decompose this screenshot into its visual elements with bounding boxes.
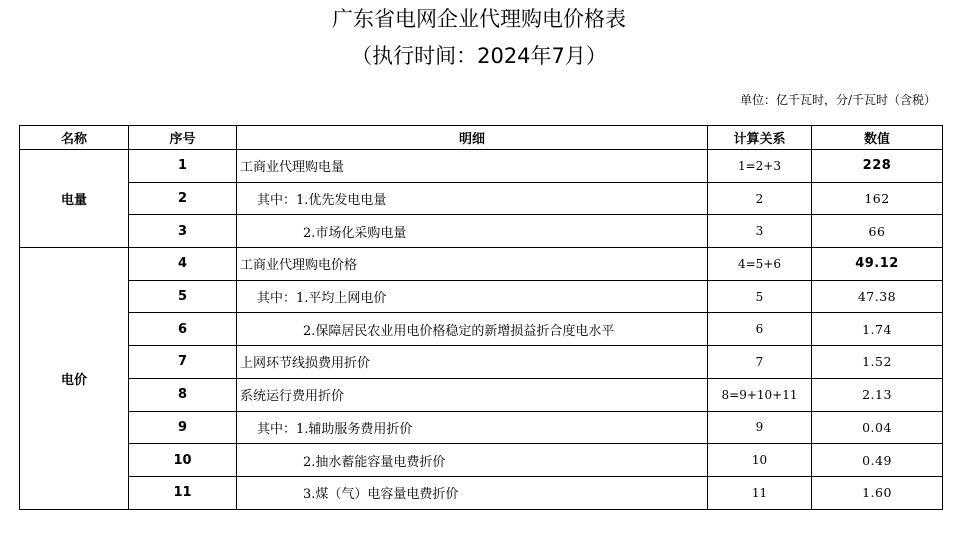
row-seq: 1 [129,150,237,183]
row-detail: 工商业代理购电价格 [237,248,708,281]
row-seq: 3 [129,215,237,248]
row-detail: 其中：1.优先发电电量 [237,182,708,215]
table-row [20,378,943,411]
table-row [20,313,943,346]
row-value: 1.60 [812,476,943,509]
row-calc: 10 [708,444,812,477]
row-value: 228 [812,150,943,183]
table-row [20,346,943,379]
row-seq: 4 [129,248,237,281]
table-row [20,476,943,509]
row-seq: 10 [129,444,237,477]
row-calc: 1=2+3 [708,150,812,183]
row-value: 0.04 [812,411,943,444]
row-calc: 9 [708,411,812,444]
row-calc: 6 [708,313,812,346]
row-value: 47.38 [812,280,943,313]
table-row [20,150,943,183]
row-detail: 工商业代理购电量 [237,150,708,183]
table-row [20,411,943,444]
column-header-name: 名称 [20,126,129,150]
table-row [20,182,943,215]
row-detail: 2.保障居民农业用电价格稳定的新增损益折合度电水平 [237,313,708,346]
table-row [20,215,943,248]
row-detail: 其中：1.平均上网电价 [237,280,708,313]
row-detail: 其中：1.辅助服务费用折价 [237,411,708,444]
row-calc: 2 [708,182,812,215]
row-seq: 7 [129,346,237,379]
table-row [20,248,943,281]
page-title: 广东省电网企业代理购电价格表 [332,7,626,31]
column-header-value: 数值 [812,126,943,150]
row-calc: 3 [708,215,812,248]
column-header-calc: 计算关系 [708,126,812,150]
column-header-seq: 序号 [129,126,237,150]
row-calc: 5 [708,280,812,313]
row-value: 49.12 [812,248,943,281]
row-value: 162 [812,182,943,215]
row-seq: 8 [129,378,237,411]
row-value: 2.13 [812,378,943,411]
row-detail: 2.市场化采购电量 [237,215,708,248]
row-value: 1.52 [812,346,943,379]
row-detail: 系统运行费用折价 [237,378,708,411]
table-row [20,280,943,313]
row-seq: 11 [129,476,237,509]
row-detail: 上网环节线损费用折价 [237,346,708,379]
row-detail: 3.煤（气）电容量电费折价 [237,476,708,509]
unit-note: 单位：亿千瓦时，分/千瓦时（含税） [739,93,936,107]
price-table [19,125,943,510]
row-seq: 6 [129,313,237,346]
group-name-quantity: 电量 [20,150,129,248]
row-calc: 8=9+10+11 [708,378,812,411]
row-value: 66 [812,215,943,248]
row-seq: 2 [129,182,237,215]
table-row [20,444,943,477]
row-calc: 11 [708,476,812,509]
row-calc: 4=5+6 [708,248,812,281]
column-header-detail: 明细 [237,126,708,150]
table-header-row [20,126,943,150]
row-calc: 7 [708,346,812,379]
row-seq: 9 [129,411,237,444]
page-subtitle: （执行时间：2024年7月） [351,44,607,68]
row-value: 0.49 [812,444,943,477]
group-name-price: 电价 [20,248,129,510]
row-detail: 2.抽水蓄能容量电费折价 [237,444,708,477]
row-seq: 5 [129,280,237,313]
row-value: 1.74 [812,313,943,346]
